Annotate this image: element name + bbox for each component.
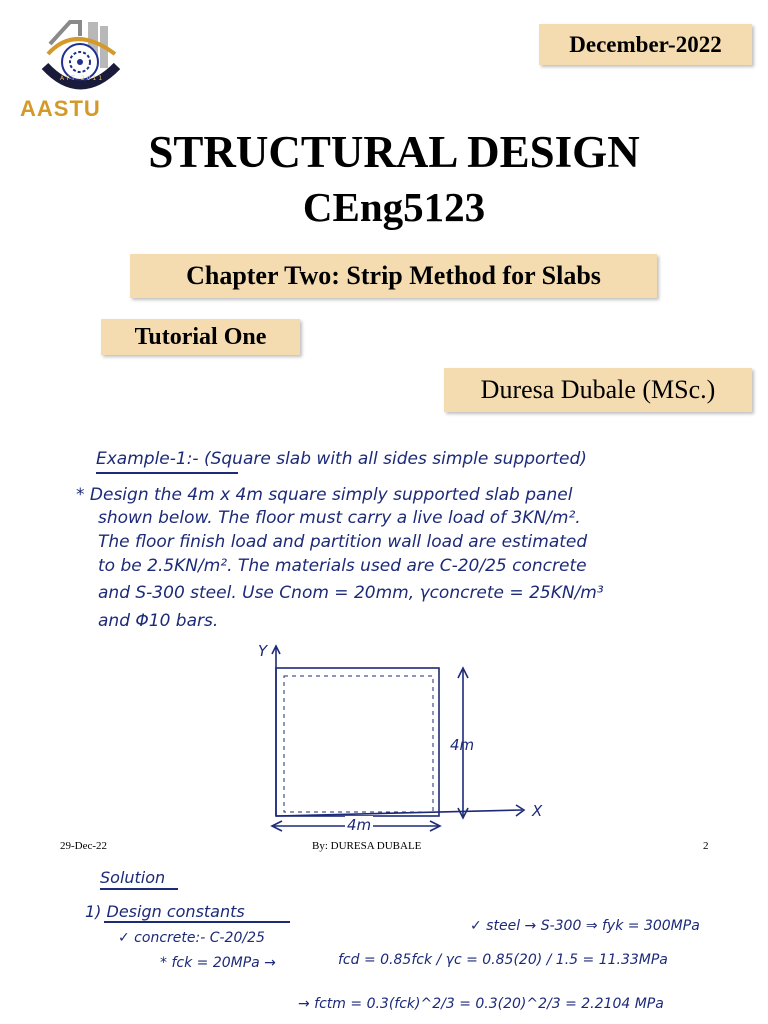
- bottom-dimension-label: 4m: [347, 816, 372, 834]
- x-axis-label: X: [532, 802, 543, 820]
- problem-line: to be 2.5KN/m². The materials used are C-20/25 concrete: [98, 556, 587, 576]
- date-badge: December-2022: [539, 24, 752, 65]
- problem-line: shown below. The floor must carry a live load of 3KN/m².: [98, 508, 581, 528]
- concrete-grade: ✓ concrete:- C-20/25: [118, 930, 265, 946]
- right-dimension-label: 4m: [450, 736, 475, 754]
- course-code: CEng5123: [302, 184, 486, 230]
- example-heading: Example-1:- (Square slab with all sides simple supported): [96, 449, 587, 469]
- course-title: STRUCTURAL DESIGN: [148, 127, 640, 177]
- fctm-equation: → fctm = 0.3(fck)^2/3 = 0.3(20)^2/3 = 2.2104 MPa: [298, 996, 664, 1012]
- solution-heading-underline: [100, 888, 178, 890]
- problem-line: * Design the 4m x 4m square simply supported slab panel: [76, 485, 573, 505]
- slab-panel: [276, 668, 439, 816]
- logo-wordmark: AASTU: [20, 96, 101, 121]
- footer-date: 29-Dec-22: [60, 840, 108, 852]
- design-constants-heading: 1) Design constants: [85, 902, 245, 921]
- tutorial-label: Tutorial One: [101, 319, 300, 355]
- slab-diagram: [240, 640, 560, 840]
- chapter-banner: Chapter Two: Strip Method for Slabs: [130, 254, 657, 298]
- example-heading-underline: [96, 472, 238, 474]
- problem-line: and Φ10 bars.: [98, 611, 219, 631]
- author-badge: Duresa Dubale (MSc.): [444, 368, 752, 412]
- steel-grade: ✓ steel → S-300 ⇒ fyk = 300MPa: [470, 918, 700, 934]
- y-axis-label: Y: [258, 642, 268, 660]
- page-number: 2: [703, 840, 709, 852]
- fck-value: * fck = 20MPa →: [160, 955, 276, 971]
- slab-inner-line: [284, 676, 433, 812]
- aastu-logo: [20, 14, 145, 119]
- logo-ring-text: AYT 2011: [60, 75, 105, 82]
- design-constants-underline: [104, 921, 290, 923]
- problem-line: The floor finish load and partition wall load are estimated: [98, 532, 588, 552]
- problem-line: and S-300 steel. Use Cnom = 20mm, γconcrete = 25KN/m³: [98, 583, 604, 603]
- footer-author: By: DURESA DUBALE: [312, 840, 422, 852]
- fcd-equation: fcd = 0.85fck / γc = 0.85(20) / 1.5 = 11.33MPa: [338, 952, 668, 968]
- solution-heading: Solution: [100, 868, 166, 887]
- x-axis-line: [276, 810, 522, 816]
